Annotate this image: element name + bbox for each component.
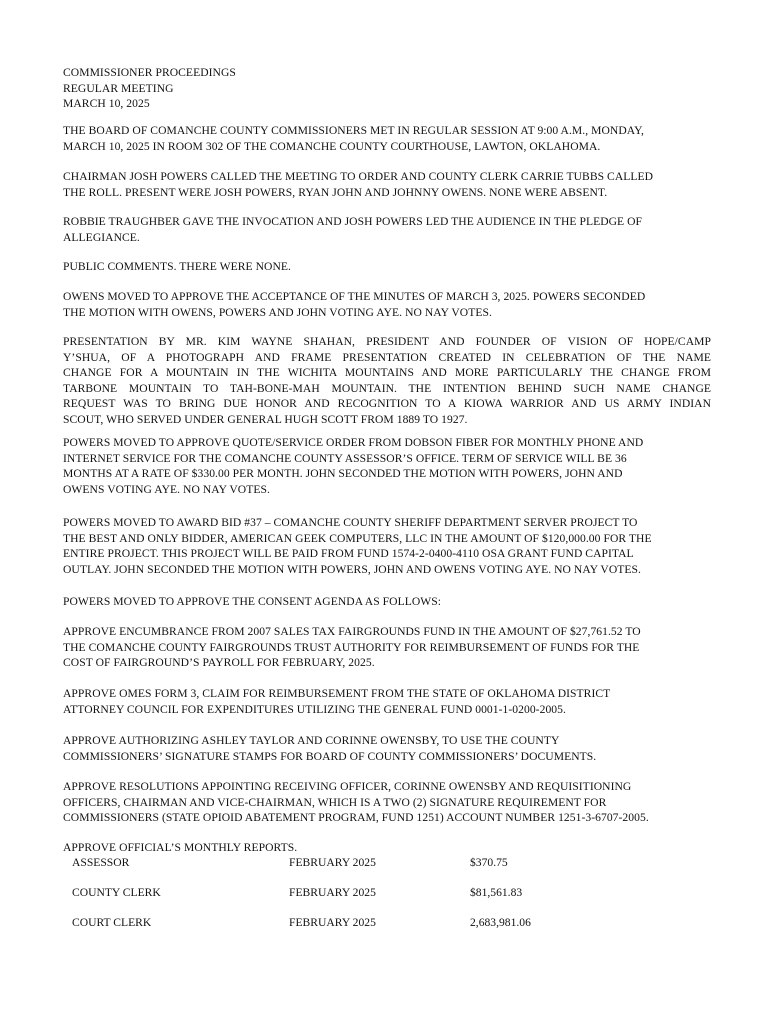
presentation-paragraph bbox=[63, 334, 711, 428]
paragraph-line: COMMISSIONERS’ SIGNATURE STAMPS FOR BOARD OF COUNTY COMMISSIONERS’ DOCUMENTS. bbox=[63, 749, 597, 763]
header-date: MARCH 10, 2025 bbox=[63, 97, 150, 111]
paragraph-line: Y’SHUA, OF A PHOTOGRAPH AND FRAME PRESENTATION CREATED IN CELEBRATION OF THE NAME bbox=[63, 350, 711, 364]
paragraph-line: ATTORNEY COUNCIL FOR EXPENDITURES UTILIZING THE GENERAL FUND 0001-1-0200-2005. bbox=[63, 702, 566, 716]
report-amount-cell: $370.75 bbox=[470, 856, 508, 869]
paragraph-line: ROBBIE TRAUGHBER GAVE THE INVOCATION AND JOSH POWERS LED THE AUDIENCE IN THE PLEDGE OF bbox=[63, 215, 643, 228]
document-header bbox=[63, 65, 236, 112]
paragraph-line: COMMISSIONERS (STATE OPIOID ABATEMENT PROGRAM, FUND 1251) ACCOUNT NUMBER 1251-3-6707-2005. bbox=[63, 811, 649, 825]
report-office-cell: COUNTY CLERK bbox=[72, 886, 161, 899]
report-month-cell: FEBRUARY 2025 bbox=[289, 856, 376, 869]
paragraph-line: OFFICERS, CHAIRMAN AND VICE-CHAIRMAN, WHICH IS A TWO (2) SIGNATURE REQUIREMENT FOR bbox=[63, 795, 607, 809]
header-meeting-type: REGULAR MEETING bbox=[63, 81, 174, 95]
paragraph-line: TARBONE MOUNTAIN TO TAH-BONE-MAH MOUNTAIN. THE INTENTION BEHIND SUCH NAME CHANGE bbox=[63, 381, 711, 395]
paragraph-line: ENTIRE PROJECT. THIS PROJECT WILL BE PAID FROM FUND 1574-2-0400-4110 OSA GRANT FUND CAPITAL bbox=[63, 547, 634, 561]
paragraph-line: PRESENTATION BY MR. KIM WAYNE SHAHAN, PRESIDENT AND FOUNDER OF VISION OF HOPE/CAMP bbox=[63, 335, 711, 348]
resolutions-item bbox=[63, 779, 711, 826]
paragraph-line: REQUEST WAS TO BRING DUE HONOR AND RECOGNITION TO A KIOWA WARRIOR AND US ARMY INDIAN bbox=[63, 397, 711, 411]
minutes-motion-paragraph bbox=[63, 289, 711, 320]
paragraph-line: APPROVE RESOLUTIONS APPOINTING RECEIVING OFFICER, CORINNE OWENSBY AND REQUISITIONING bbox=[63, 780, 632, 793]
paragraph-line: THE ROLL. PRESENT WERE JOSH POWERS, RYAN JOHN AND JOHNNY OWENS. NONE WERE ABSENT. bbox=[63, 185, 608, 199]
bid-37-motion-paragraph bbox=[63, 515, 711, 577]
paragraph-line: SCOUT, WHO SERVED UNDER GENERAL HUGH SCOTT FROM 1889 TO 1927. bbox=[63, 412, 468, 426]
signature-stamps-item bbox=[63, 733, 711, 764]
encumbrance-item bbox=[63, 624, 711, 671]
paragraph-line: MARCH 10, 2025 IN ROOM 302 OF THE COMANCHE COUNTY COURTHOUSE, LAWTON, OKLAHOMA. bbox=[63, 139, 601, 153]
roll-call-paragraph bbox=[63, 169, 711, 200]
report-office-cell: COURT CLERK bbox=[72, 916, 152, 929]
paragraph-line: THE MOTION WITH OWENS, POWERS AND JOHN VOTING AYE. NO NAY VOTES. bbox=[63, 305, 492, 319]
paragraph-line: THE BOARD OF COMANCHE COUNTY COMMISSIONERS MET IN REGULAR SESSION AT 9:00 A.M., MONDAY, bbox=[63, 124, 644, 137]
report-amount-cell: 2,683,981.06 bbox=[470, 916, 531, 929]
paragraph-line: OWENS VOTING AYE. NO NAY VOTES. bbox=[63, 482, 270, 496]
paragraph-line: CHANGE FOR A MOUNTAIN IN THE WICHITA MOUNTAINS AND MORE PARTICULARLY THE CHANGE FROM bbox=[63, 366, 711, 380]
consent-agenda-paragraph bbox=[63, 594, 711, 610]
report-month-cell: FEBRUARY 2025 bbox=[289, 916, 376, 929]
paragraph-line: POWERS MOVED TO APPROVE THE CONSENT AGENDA AS FOLLOWS: bbox=[63, 595, 442, 608]
paragraph-line: APPROVE OMES FORM 3, CLAIM FOR REIMBURSEMENT FROM THE STATE OF OKLAHOMA DISTRICT bbox=[63, 687, 611, 700]
opening-paragraph bbox=[63, 123, 711, 154]
paragraph-line: POWERS MOVED TO APPROVE QUOTE/SERVICE ORDER FROM DOBSON FIBER FOR MONTHLY PHONE AND bbox=[63, 436, 644, 449]
paragraph-line: COST OF FAIRGROUND’S PAYROLL FOR FEBRUARY, 2025. bbox=[63, 656, 375, 670]
report-month-cell: FEBRUARY 2025 bbox=[289, 886, 376, 899]
paragraph-line: OWENS MOVED TO APPROVE THE ACCEPTANCE OF THE MINUTES OF MARCH 3, 2025. POWERS SECONDED bbox=[63, 290, 646, 303]
paragraph-line: APPROVE AUTHORIZING ASHLEY TAYLOR AND CORINNE OWENSBY, TO USE THE COUNTY bbox=[63, 734, 560, 747]
paragraph-line: OUTLAY. JOHN SECONDED THE MOTION WITH POWERS, JOHN AND OWENS VOTING AYE. NO NAY VOTES. bbox=[63, 562, 641, 576]
paragraph-line: APPROVE ENCUMBRANCE FROM 2007 SALES TAX FAIRGROUNDS FUND IN THE AMOUNT OF $27,761.52 TO bbox=[63, 625, 641, 638]
paragraph-line: ALLEGIANCE. bbox=[63, 230, 140, 244]
paragraph-line: MONTHS AT A RATE OF $330.00 PER MONTH. JOHN SECONDED THE MOTION WITH POWERS, JOHN AND bbox=[63, 467, 623, 481]
paragraph-line: POWERS MOVED TO AWARD BID #37 – COMANCHE COUNTY SHERIFF DEPARTMENT SERVER PROJECT TO bbox=[63, 516, 638, 529]
public-comments-paragraph bbox=[63, 259, 711, 275]
omes-form-item bbox=[63, 686, 711, 717]
invocation-paragraph bbox=[63, 214, 711, 245]
paragraph-line: PUBLIC COMMENTS. THERE WERE NONE. bbox=[63, 260, 291, 273]
header-title: COMMISSIONER PROCEEDINGS bbox=[63, 66, 236, 79]
paragraph-line: THE COMANCHE COUNTY FAIRGROUNDS TRUST AUTHORITY FOR REIMBURSEMENT OF FUNDS FOR THE bbox=[63, 640, 640, 654]
dobson-fiber-motion-paragraph bbox=[63, 435, 711, 497]
report-amount-cell: $81,561.83 bbox=[470, 886, 523, 899]
monthly-reports-item bbox=[63, 840, 711, 856]
report-office-cell: ASSESSOR bbox=[72, 856, 130, 869]
paragraph-line: CHAIRMAN JOSH POWERS CALLED THE MEETING TO ORDER AND COUNTY CLERK CARRIE TUBBS CALLED bbox=[63, 170, 654, 183]
paragraph-line: THE BEST AND ONLY BIDDER, AMERICAN GEEK COMPUTERS, LLC IN THE AMOUNT OF $120,000.00 FOR THE bbox=[63, 531, 652, 545]
paragraph-line: APPROVE OFFICIAL’S MONTHLY REPORTS. bbox=[63, 841, 298, 854]
paragraph-line: INTERNET SERVICE FOR THE COMANCHE COUNTY ASSESSOR’S OFFICE. TERM OF SERVICE WILL BE 36 bbox=[63, 451, 627, 465]
